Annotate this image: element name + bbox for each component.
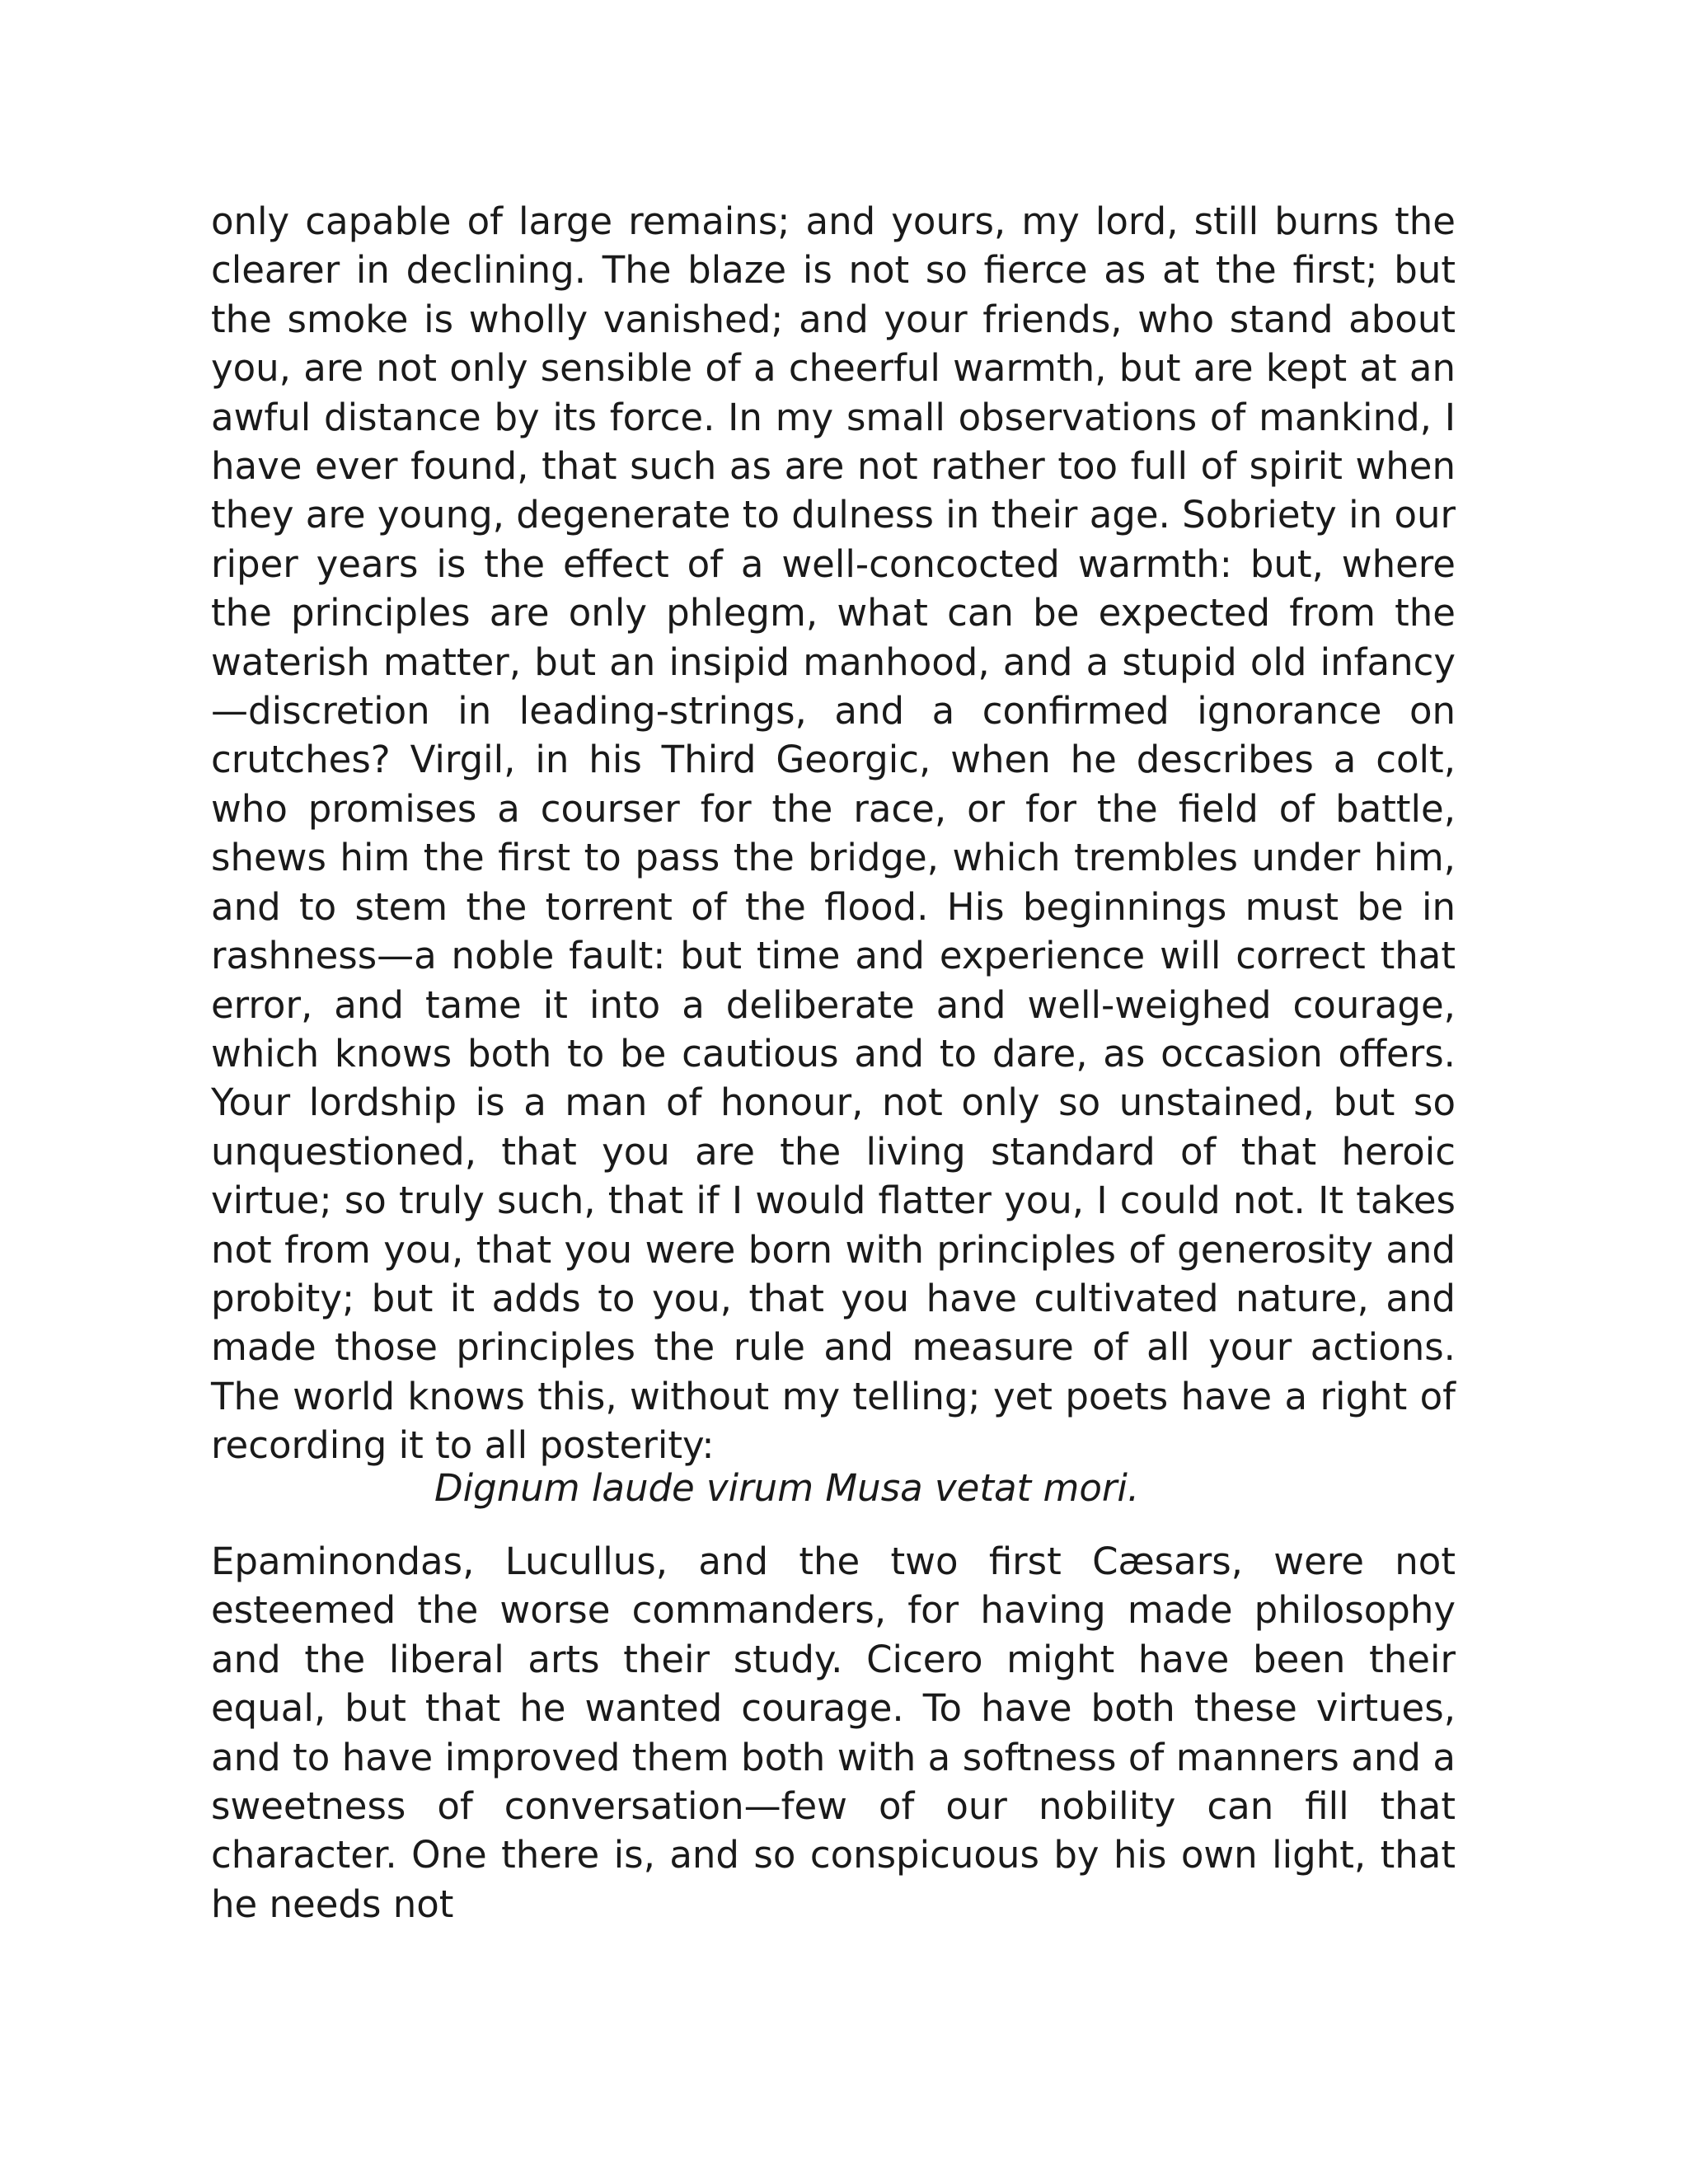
body-paragraph-1: only capable of large remains; and yours, my lord, still burns the clearer in declining. The blaze is not so fierce as at the first; but the smoke is wholly vanished; and your friends, who stand about you, are not only sensible of a cheerful warmth, but are kept at an awful distance by its force. In my small observations of mankind, I have ever found, that such as are not rather too full of spirit when they are young, degenerate to dulness in their age. Sobriety in our riper years is the effect of a well-concocted warmth: but, where the principles are only phlegm, what can be expected from the waterish matter, but an insipid manhood, and a stupid old infancy—discretion in leading-strings, and a confirmed ignorance on crutches? Virgil, in his Third Georgic, when he describes a colt, who promises a courser for the race, or for the field of battle, shews him the first to pass the bridge, which trembles under him, and to stem the torrent of the flood. His beginnings must be in rashness—a noble fault: but time and experience will correct that error, and tame it into a deliberate and well-weighed courage, which knows both to be cautious and to dare, as occasion offers. Your lordship is a man of honour, not only so unstained, but so unquestioned, that you are the living standard of that heroic virtue; so truly such, that if I would flatter you, I could not. It takes not from you, that you were born with principles of generosity and probity; but it adds to you, that you have cultivated nature, and made those principles the rule and measure of all your actions. The world knows this, without my telling; yet poets have a right of recording it to all posterity: [211,199,1456,1468]
latin-quotation: Dignum laude virum Musa vetat mori. [434,1466,1140,1510]
body-paragraph-2: Epaminondas, Lucullus, and the two first Cæsars, were not esteemed the worse commanders, for having made philosophy and the liberal arts their study. Cicero might have been their equal, but that he wanted courage. To have both these virtues, and to have improved them both with a softness of manners and a sweetness of conversation—few of our nobility can fill that character. One there is, and so conspicuous by his own light, that he needs not [211,1540,1456,1926]
